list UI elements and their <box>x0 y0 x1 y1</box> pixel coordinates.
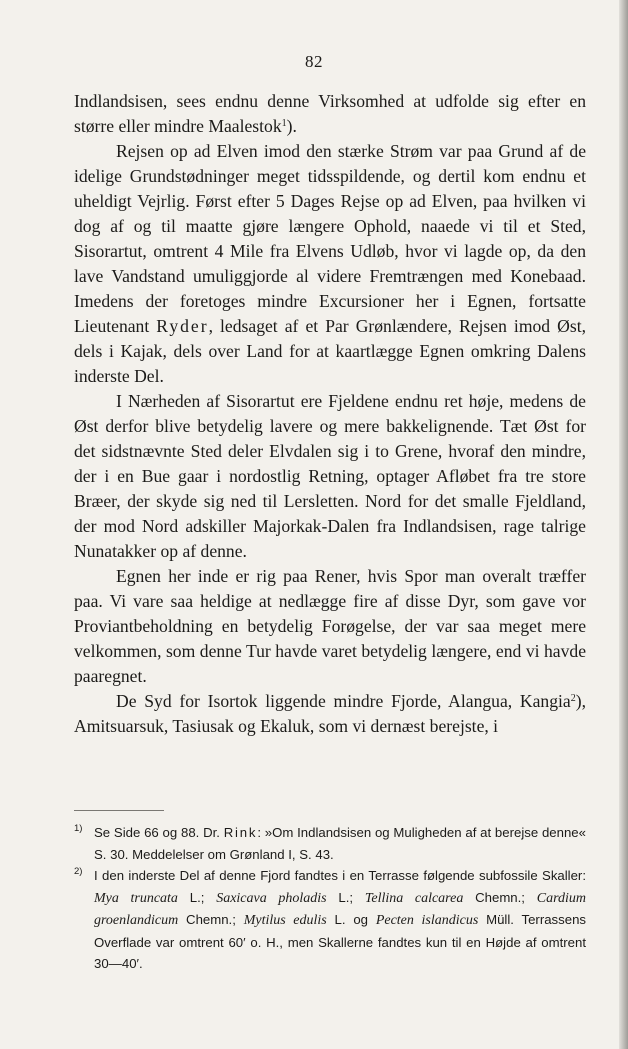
paragraph-text: Rejsen op ad Elven imod den stærke Strøm var paa Grund af de idelige Grundstødninger meget tidsspildende, og dertil kom endnu et uheldigt Vejrlig. Først efter 5 Dages Rejse op ad Elven, paa hvilken vi dog af og til maatte gjøre længere Ophold, naaede vi til et Sted, Sisorartut, omtrent 4 Mile fra Elvens Udløb, hvor vi lagde op, da den lave Vandstand umuliggjorde al videre Fremtrængen med Konebaad. Imedens der foretoges mindre Excursioner her i Egnen, fortsatte Lieutenant <box>74 141 586 336</box>
footnote-text: L.; <box>189 889 205 905</box>
body-text <box>74 89 586 739</box>
footnote-text: L. og <box>334 912 369 927</box>
paragraph-1 <box>74 89 586 139</box>
footnote-ref: 1 <box>281 118 287 129</box>
page-edge <box>619 0 628 1049</box>
paragraph-5 <box>74 689 586 739</box>
footnote-text: Chemn.; <box>186 912 236 927</box>
species-name: Pecten islandicus <box>375 913 479 928</box>
footnote-rule <box>74 810 164 811</box>
species-name: Saxicava pholadis <box>216 890 327 906</box>
footnote-text: L.; <box>338 889 354 905</box>
footnote-text: : »Om Indlandsisen og Muligheden af at berejse denne« S. 30. Meddelelser om Grønland I, S. 43. <box>94 825 586 862</box>
footnote-ref: 2 <box>570 693 576 704</box>
paragraph-4: Egnen her inde er rig paa Rener, hvis Spor man overalt træffer paa. Vi vare saa heldige at nedlægge fire af disse Dyr, som gave vor Proviantbeholdning en betydelig Forøgelse, der var saa meget mere velkommen, som denne Tur havde varet betydelig længere, end vi havde paaregnet. <box>74 566 586 686</box>
page-number: 82 <box>305 52 323 71</box>
footnote-text: Se Side 66 og 88. Dr. <box>94 825 220 840</box>
species-name: Cardium groenlandicum <box>94 890 587 928</box>
footnote-1 <box>74 822 586 865</box>
paragraph-text: Indlandsisen, sees endnu denne Virksomhed at udfolde sig efter en større eller mindre Maalestok <box>74 91 586 136</box>
paragraph-text: ). <box>286 116 297 136</box>
footnote-mark: 1) <box>74 823 83 834</box>
paragraph-3: I Nærheden af Sisorartut ere Fjeldene endnu ret høje, medens de Øst derfor blive betydelig lavere og mere bakkelignende. Tæt Øst for det sidstnævnte Sted deler Elvdalen sig i to Grene, hvoraf den mindre, der i en Bue gaar i nordostlig Retning, optager Afløbet fra tre store Bræer, der skyde sig ned til Lersletten. Nord for det smalle Fjeldland, der mod Nord adskiller Majorkak-Dalen fra Indlandsisen, rage talrige Nunatakker op af denne. <box>74 391 586 561</box>
footnotes <box>74 822 586 975</box>
paragraph-text: De Syd for Isortok liggende mindre Fjorde, Alangua, Kangia <box>116 691 571 711</box>
footnote-mark: 2) <box>74 866 83 877</box>
species-name: Mytilus edulis <box>243 913 327 928</box>
footnote-2 <box>74 865 586 975</box>
footnote-text: Chemn.; <box>475 889 525 905</box>
person-name: Rink <box>223 825 258 840</box>
footnote-text: I den inderste Del af denne Fjord fandtes i en Terrasse følgende subfossile Skaller: <box>94 868 586 883</box>
paragraph-2 <box>74 139 586 389</box>
person-name: Ryder <box>156 316 209 336</box>
paragraph-text: ), Amitsuarsuk, Tasiusak og Ekaluk, som vi dernæst berejste, i <box>74 691 586 736</box>
footnote-text: Müll. Terrassens Overflade var omtrent 60′ o. H., men Skallerne fandtes kun til en Højde af omtrent 30—40′. <box>94 912 586 971</box>
species-name: Tellina calcarea <box>364 890 464 906</box>
species-name: Mya truncata <box>94 890 178 906</box>
paragraph-text: , ledsaget af et Par Grønlændere, Rejsen imod Øst, dels i Kajak, dels over Land for at kaartlægge Egnen omkring Dalens inderste Del. <box>74 316 586 386</box>
